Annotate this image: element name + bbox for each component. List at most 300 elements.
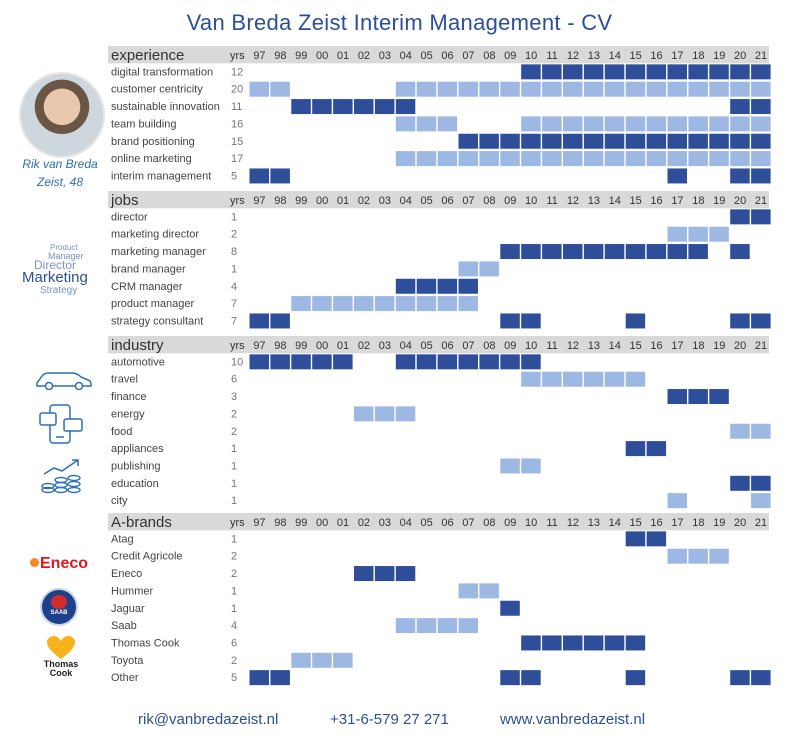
row-years: 6 [231, 373, 238, 386]
row-label: publishing [111, 460, 161, 473]
timeline-cell [647, 441, 667, 456]
row-years: 7 [231, 298, 238, 311]
row-years: 15 [231, 135, 244, 148]
timeline-cell [584, 116, 604, 131]
timeline-cell [563, 372, 583, 387]
timeline-cell [709, 151, 729, 166]
row-label: food [111, 425, 133, 438]
year-label: 02 [357, 195, 371, 207]
footer-phone: +31-6-579 27 271 [330, 711, 449, 728]
row-label: automotive [111, 356, 165, 369]
row-label: Other [111, 672, 139, 685]
timeline-cell [751, 493, 771, 508]
timeline-cell [354, 566, 374, 581]
timeline-cell [521, 134, 541, 149]
row-label: strategy consultant [111, 315, 204, 328]
timeline-cell [626, 372, 646, 387]
year-label: 15 [629, 340, 642, 352]
eneco-logo: Eneco [30, 555, 100, 577]
row-label: Eneco [111, 568, 143, 581]
year-label: 98 [274, 50, 287, 62]
year-label: 20 [734, 195, 747, 207]
row-years: 6 [231, 637, 238, 650]
timeline-cell [668, 227, 688, 242]
timeline-cell [668, 244, 688, 259]
timeline-cell [375, 99, 395, 114]
row-years: 7 [231, 315, 238, 328]
timeline-cell [521, 151, 541, 166]
year-label: 07 [462, 517, 475, 529]
footer-website[interactable]: www.vanbredazeist.nl [500, 711, 646, 728]
timeline-cell [751, 116, 771, 131]
timeline-cell [438, 82, 458, 97]
timeline-cell [584, 134, 604, 149]
year-label: 00 [316, 195, 329, 207]
timeline-cell [479, 151, 499, 166]
timeline-cell [626, 313, 646, 328]
timeline-cell [688, 116, 708, 131]
timeline-cell [312, 99, 332, 114]
timeline-cell [647, 116, 667, 131]
year-label: 09 [504, 195, 517, 207]
timeline-cell [688, 244, 708, 259]
timeline-cell [250, 670, 270, 685]
timeline-cell [626, 244, 646, 259]
year-label: 04 [399, 517, 412, 529]
timeline-cell [521, 354, 541, 369]
timeline-cell [751, 134, 771, 149]
row-years: 1 [231, 443, 238, 456]
timeline-cell [438, 354, 458, 369]
timeline-cell [250, 168, 270, 183]
timeline-cell [751, 209, 771, 224]
year-label: 15 [629, 50, 642, 62]
timeline-cell [354, 296, 374, 311]
year-label: 05 [420, 195, 433, 207]
timeline-cell [584, 151, 604, 166]
year-label: 12 [566, 195, 580, 207]
row-label: Atag [111, 533, 134, 546]
row-years: 1 [231, 263, 238, 276]
row-label: Hummer [111, 585, 154, 598]
timeline-cell [542, 64, 562, 79]
timeline-cell [751, 151, 771, 166]
timeline-cell [626, 64, 646, 79]
timeline-cell [270, 670, 290, 685]
row-label: city [111, 495, 128, 508]
word-cloud-strategy: Strategy [40, 285, 78, 296]
timeline-cell [605, 64, 625, 79]
timeline-cell [500, 458, 520, 473]
timeline-cell [291, 99, 311, 114]
year-label: 18 [692, 340, 705, 352]
year-label: 08 [483, 50, 496, 62]
row-label: CRM manager [111, 280, 183, 293]
timeline-cell [668, 64, 688, 79]
timeline-cell [563, 635, 583, 650]
year-label: 97 [253, 50, 266, 62]
timeline-cell [270, 313, 290, 328]
year-label: 00 [316, 517, 329, 529]
year-label: 04 [399, 195, 412, 207]
timeline-cell [751, 82, 771, 97]
year-label: 98 [274, 340, 287, 352]
timeline-cell [500, 670, 520, 685]
timeline-cell [605, 635, 625, 650]
year-label: 99 [295, 50, 308, 62]
row-years: 1 [231, 533, 238, 546]
chart-title: Van Breda Zeist Interim Management - CV [186, 10, 613, 35]
year-label: 20 [734, 50, 747, 62]
timeline-cell [730, 99, 750, 114]
timeline-cell [459, 296, 479, 311]
timeline-cell [605, 372, 625, 387]
year-label: 11 [546, 195, 558, 207]
timeline-cell [500, 313, 520, 328]
timeline-cell [417, 82, 437, 97]
timeline-cell [730, 64, 750, 79]
timeline-cell [417, 354, 437, 369]
year-label: 97 [253, 340, 266, 352]
timeline-cell [396, 82, 416, 97]
timeline-cell [709, 389, 729, 404]
timeline-cell [333, 296, 353, 311]
row-years: 1 [231, 477, 238, 490]
row-label: brand manager [111, 263, 186, 276]
person-name: Rik van Breda [22, 157, 98, 171]
timeline-cell [375, 406, 395, 421]
timeline-cell [626, 134, 646, 149]
row-years: 2 [231, 228, 238, 241]
timeline-cell [438, 618, 458, 633]
timeline-cell [312, 354, 332, 369]
row-label: finance [111, 391, 147, 404]
year-label: 20 [734, 517, 747, 529]
year-label: 10 [525, 195, 538, 207]
row-label: Jaguar [111, 602, 145, 615]
timeline-cell [688, 227, 708, 242]
row-label: product manager [111, 298, 195, 311]
row-label: interim management [111, 170, 212, 183]
timeline-cell [668, 549, 688, 564]
timeline-cell [396, 116, 416, 131]
timeline-cell [605, 151, 625, 166]
year-label: 00 [316, 50, 329, 62]
timeline-cell [563, 82, 583, 97]
timeline-cell [459, 82, 479, 97]
row-years: 2 [231, 568, 238, 581]
timeline-cell [312, 296, 332, 311]
timeline-cell [730, 313, 750, 328]
timeline-cell [500, 244, 520, 259]
timeline-cell [563, 151, 583, 166]
timeline-cell [542, 372, 562, 387]
year-label: 11 [546, 50, 558, 62]
year-label: 14 [608, 517, 621, 529]
timeline-cell [521, 372, 541, 387]
year-label: 06 [441, 195, 454, 207]
timeline-cell [647, 244, 667, 259]
year-label: 08 [483, 340, 496, 352]
row-years: 1 [231, 585, 238, 598]
timeline-cell [647, 151, 667, 166]
timeline-cell [688, 151, 708, 166]
year-label: 17 [671, 195, 684, 207]
timeline-cell [417, 151, 437, 166]
year-label: 19 [713, 195, 726, 207]
timeline-cell [709, 227, 729, 242]
year-label: 18 [692, 517, 705, 529]
year-label: 98 [274, 517, 287, 529]
timeline-cell [668, 389, 688, 404]
year-label: 09 [504, 50, 517, 62]
timeline-cell [250, 313, 270, 328]
timeline-cell [521, 64, 541, 79]
timeline-cell [438, 151, 458, 166]
timeline-cell [563, 64, 583, 79]
row-years: 5 [231, 170, 238, 183]
year-label: 06 [441, 50, 454, 62]
timeline-cell [438, 296, 458, 311]
timeline-cell [396, 279, 416, 294]
year-label: 13 [587, 195, 600, 207]
year-label: 01 [336, 340, 350, 352]
year-label: 03 [378, 340, 391, 352]
year-label: 03 [378, 50, 391, 62]
timeline-cell [626, 82, 646, 97]
row-label: Credit Agricole [111, 550, 183, 563]
timeline-cell [396, 296, 416, 311]
year-label: 06 [441, 340, 454, 352]
timeline-cell [584, 82, 604, 97]
timeline-cell [459, 618, 479, 633]
timeline-cell [291, 653, 311, 668]
timeline-cell [270, 168, 290, 183]
timeline-cell [500, 601, 520, 616]
row-label: appliances [111, 443, 164, 456]
timeline-cell [542, 244, 562, 259]
timeline-cell [479, 82, 499, 97]
row-label: director [111, 211, 148, 224]
year-label: 13 [587, 50, 600, 62]
timeline-cell [479, 261, 499, 276]
year-label: 10 [525, 50, 538, 62]
year-label: 01 [336, 50, 350, 62]
row-years: 1 [231, 460, 238, 473]
row-label: customer centricity [111, 83, 203, 96]
timeline-cell [709, 134, 729, 149]
timeline-cell [668, 134, 688, 149]
timeline-cell [563, 134, 583, 149]
timeline-cell [730, 244, 750, 259]
row-label: education [111, 477, 159, 490]
timeline-cell [647, 134, 667, 149]
timeline-cell [291, 296, 311, 311]
year-label: 08 [483, 517, 496, 529]
timeline-cell [250, 354, 270, 369]
year-label: 05 [420, 50, 433, 62]
timeline-cell [521, 670, 541, 685]
year-label: 11 [546, 340, 558, 352]
timeline-cell [542, 116, 562, 131]
timeline-cell [626, 151, 646, 166]
timeline-cell [751, 424, 771, 439]
year-label: 02 [357, 517, 371, 529]
timeline-cell [730, 134, 750, 149]
timeline-cell [563, 116, 583, 131]
row-years: 2 [231, 654, 238, 667]
timeline-cell [688, 64, 708, 79]
timeline-cell [605, 82, 625, 97]
row-years: 1 [231, 495, 238, 508]
timeline-cell [459, 279, 479, 294]
year-label: 16 [650, 50, 663, 62]
timeline-cell [270, 354, 290, 369]
year-label: 09 [504, 517, 517, 529]
year-label: 14 [608, 50, 621, 62]
person-place: Zeist, 48 [36, 175, 84, 189]
timeline-cell [688, 549, 708, 564]
row-years: 2 [231, 408, 238, 421]
year-label: 19 [713, 340, 726, 352]
timeline-cell [626, 531, 646, 546]
year-label: 99 [295, 195, 308, 207]
year-label: 12 [566, 50, 580, 62]
timeline-cell [500, 151, 520, 166]
year-label: 10 [525, 517, 538, 529]
timeline-cell [709, 116, 729, 131]
year-header-bg [228, 191, 769, 208]
row-years: 1 [231, 602, 238, 615]
timeline-cell [542, 151, 562, 166]
saab-logo: SAAB [40, 588, 78, 626]
row-years: 10 [231, 356, 244, 369]
timeline-cell [751, 64, 771, 79]
row-label: travel [111, 373, 138, 386]
timeline-cell [417, 618, 437, 633]
year-label: 07 [462, 195, 475, 207]
timeline-cell [417, 116, 437, 131]
year-label: 19 [713, 517, 726, 529]
timeline-cell [521, 116, 541, 131]
year-label: 16 [650, 340, 663, 352]
section-title: experience [111, 47, 185, 64]
timeline-cell [521, 458, 541, 473]
row-label: Thomas Cook [111, 637, 180, 650]
year-label: 12 [566, 517, 580, 529]
year-label: 17 [671, 517, 684, 529]
timeline-cell [709, 549, 729, 564]
timeline-cell [354, 406, 374, 421]
timeline-cell [709, 64, 729, 79]
timeline-cell [459, 583, 479, 598]
timeline-cell [751, 168, 771, 183]
timeline-cell [647, 64, 667, 79]
year-label: 02 [357, 50, 371, 62]
year-label: 08 [483, 195, 496, 207]
timeline-cell [584, 64, 604, 79]
year-label: 16 [650, 517, 663, 529]
yrs-header: yrs [230, 340, 245, 352]
row-years: 2 [231, 550, 238, 563]
year-label: 12 [566, 340, 580, 352]
year-label: 15 [629, 517, 642, 529]
year-label: 21 [754, 195, 768, 207]
year-label: 07 [462, 50, 475, 62]
year-label: 04 [399, 50, 412, 62]
year-label: 17 [671, 340, 684, 352]
section-title: industry [111, 337, 164, 354]
row-years: 8 [231, 246, 238, 259]
year-label: 04 [399, 340, 412, 352]
timeline-cell [396, 566, 416, 581]
year-label: 13 [587, 517, 600, 529]
row-years: 11 [231, 101, 243, 114]
row-label: Toyota [111, 654, 144, 667]
timeline-cell [459, 134, 479, 149]
row-years: 16 [231, 118, 244, 131]
year-label: 10 [525, 340, 538, 352]
year-label: 99 [295, 340, 308, 352]
year-label: 14 [608, 340, 621, 352]
timeline-cell [333, 653, 353, 668]
timeline-cell [521, 635, 541, 650]
timeline-cell [647, 531, 667, 546]
year-header-bg [228, 513, 769, 530]
timeline-cell [730, 209, 750, 224]
timeline-cell [396, 99, 416, 114]
timeline-cell [626, 670, 646, 685]
timeline-cell [542, 635, 562, 650]
row-years: 12 [231, 66, 244, 79]
timeline-cell [688, 389, 708, 404]
timeline-cell [479, 583, 499, 598]
year-label: 97 [253, 195, 266, 207]
timeline-cell [438, 279, 458, 294]
year-label: 05 [420, 340, 433, 352]
timeline-cell [396, 618, 416, 633]
timeline-cell [626, 635, 646, 650]
timeline-cell [730, 476, 750, 491]
timeline-cell [730, 424, 750, 439]
section-title: jobs [111, 192, 139, 209]
timeline-cell [730, 82, 750, 97]
timeline-cell [605, 244, 625, 259]
timeline-cell [250, 82, 270, 97]
year-label: 06 [441, 517, 454, 529]
timeline-cell [291, 354, 311, 369]
timeline-cell [312, 653, 332, 668]
timeline-cell [709, 82, 729, 97]
timeline-cell [417, 279, 437, 294]
footer-email[interactable]: rik@vanbredazeist.nl [138, 711, 279, 728]
timeline-cell [668, 116, 688, 131]
timeline-cell [500, 354, 520, 369]
row-label: marketing director [111, 228, 200, 241]
timeline-cell [668, 82, 688, 97]
timeline-cell [668, 151, 688, 166]
word-cloud-product: Product [50, 243, 78, 252]
year-label: 14 [608, 195, 621, 207]
yrs-header: yrs [230, 517, 245, 529]
year-label: 13 [587, 340, 600, 352]
timeline-cell [354, 99, 374, 114]
year-label: 16 [650, 195, 663, 207]
row-years: 5 [231, 672, 238, 685]
year-label: 21 [754, 50, 768, 62]
timeline-cell [333, 99, 353, 114]
timeline-cell [584, 635, 604, 650]
